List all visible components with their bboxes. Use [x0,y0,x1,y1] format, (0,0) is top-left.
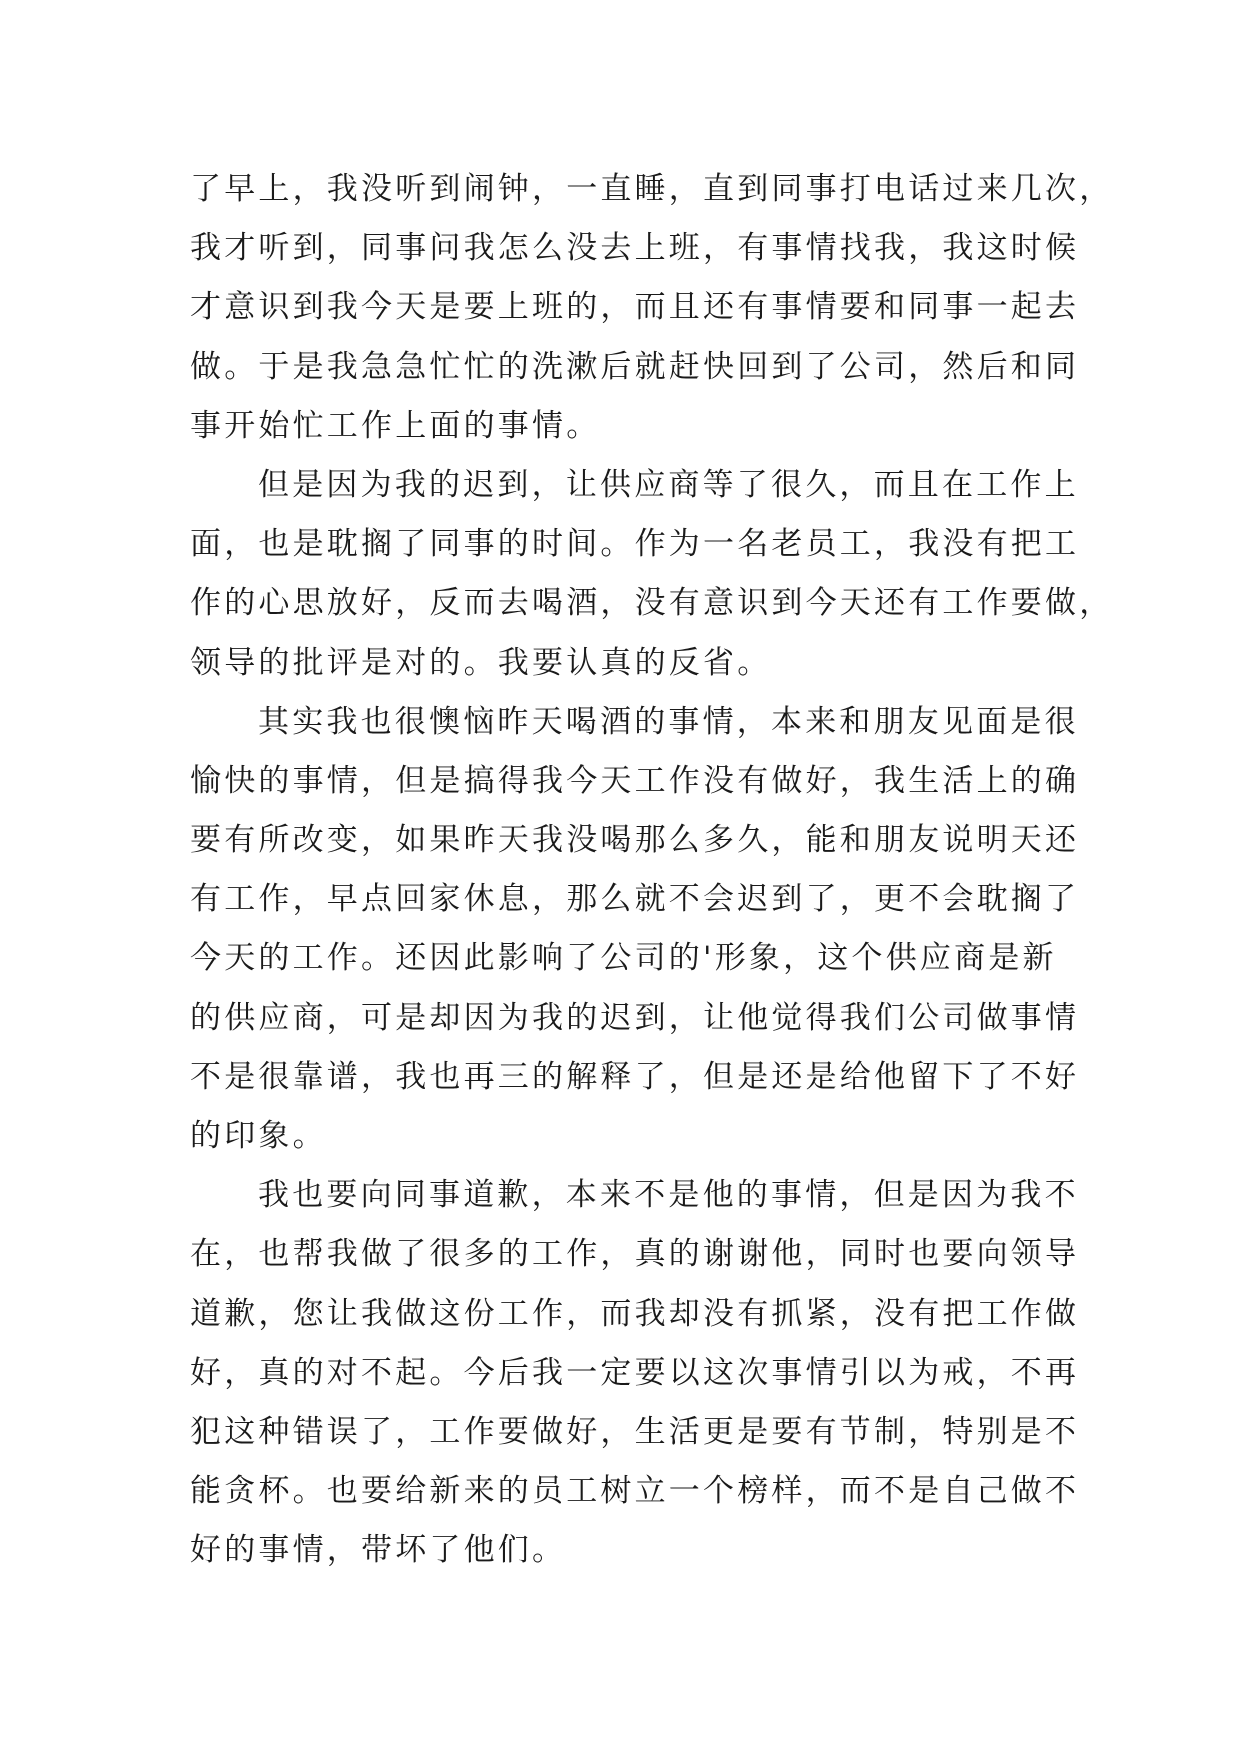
text-line: 好，真的对不起。今后我一定要以这次事情引以为戒，不再 [190,1354,1080,1391]
text-line: 的印象。 [190,1118,327,1154]
paragraph-1 [190,160,1114,456]
paragraph-2 [190,456,1114,693]
paragraph-3 [190,693,1080,1167]
text-line: 作的心思放好，反而去喝酒，没有意识到今天还有工作要做， [190,585,1114,622]
text-line: 面，也是耽搁了同事的时间。作为一名老员工，我没有把工 [190,526,1080,563]
text-line: 有工作，早点回家休息，那么就不会迟到了，更不会耽搁了 [190,881,1080,918]
text-line: 了早上，我没听到闹钟，一直睡，直到同事打电话过来几次， [190,171,1114,207]
text-line: 不是很靠谱，我也再三的解释了，但是还是给他留下了不好 [190,1058,1080,1095]
text-line: 我也要向同事道歉，本来不是他的事情，但是因为我不 [258,1177,1079,1214]
text-line: 今天的工作。还因此影响了公司的'形象，这个供应商是新 [190,940,1057,977]
text-line: 好的事情，带坏了他们。 [190,1532,567,1569]
text-line: 其实我也很懊恼昨天喝酒的事情，本来和朋友见面是很 [258,703,1079,740]
text-line: 要有所改变，如果昨天我没喝那么多久，能和朋友说明天还 [190,822,1080,859]
text-line: 能贪杯。也要给新来的员工树立一个榜样，而不是自己做不 [190,1473,1080,1510]
text-line: 事开始忙工作上面的事情。 [190,407,601,444]
text-line: 领导的批评是对的。我要认真的反省。 [190,644,772,681]
text-line: 才意识到我今天是要上班的，而且还有事情要和同事一起去 [190,289,1080,326]
text-line: 愉快的事情，但是搞得我今天工作没有做好，我生活上的确 [190,762,1080,799]
text-line: 我才听到，同事问我怎么没去上班，有事情找我，我这时候 [190,230,1080,267]
paragraph-4 [190,1166,1080,1580]
text-line: 做。于是我急急忙忙的洗漱后就赶快回到了公司，然后和同 [190,348,1080,385]
document-body [190,160,1114,1581]
text-line: 但是因为我的迟到，让供应商等了很久，而且在工作上 [258,466,1079,503]
text-line: 犯这种错误了，工作要做好，生活更是要有节制，特别是不 [190,1413,1080,1450]
text-line: 道歉，您让我做这份工作，而我却没有抓紧，没有把工作做 [190,1295,1080,1332]
text-line: 在，也帮我做了很多的工作，真的谢谢他，同时也要向领导 [190,1236,1080,1273]
text-line: 的供应商，可是却因为我的迟到，让他觉得我们公司做事情 [190,999,1080,1036]
